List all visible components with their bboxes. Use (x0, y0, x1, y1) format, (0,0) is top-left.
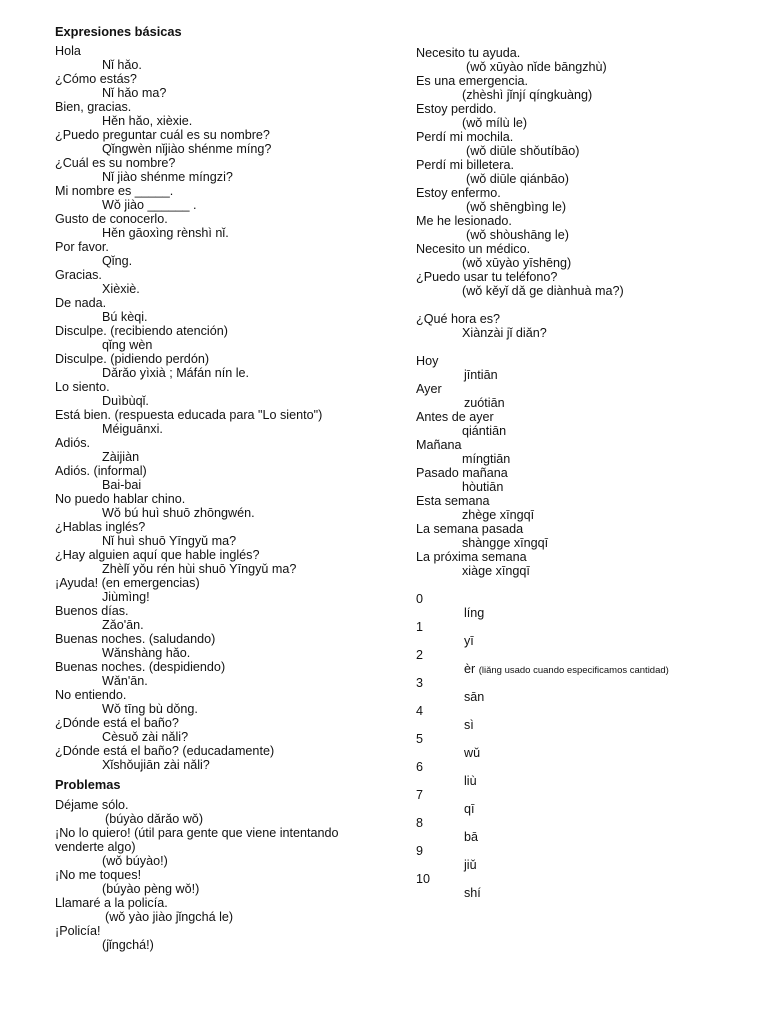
line-text: shàngge xīngqī (462, 536, 549, 550)
pinyin-translation (102, 422, 163, 436)
section-heading (55, 25, 182, 39)
spanish-phrase (416, 74, 528, 88)
pinyin-translation (102, 882, 199, 896)
line-text: Mi nombre es _____. (55, 184, 174, 198)
spanish-phrase (416, 816, 423, 830)
line-text: 9 (416, 844, 424, 858)
line-text: Nǐ hǎo. (102, 58, 142, 72)
line-text: hòutiān (462, 480, 504, 494)
line-text: Qǐngwèn nǐjiào shénme míng? (102, 142, 272, 156)
spanish-phrase (416, 158, 514, 172)
line-text: Adiós. (55, 436, 91, 450)
line-text: Hoy (416, 354, 439, 368)
line-text: Nǐ hǎo ma? (102, 86, 167, 100)
line-text: 5 (416, 732, 424, 746)
spanish-phrase (416, 438, 462, 452)
line-text: ¿Dónde está el baño? (55, 716, 179, 730)
pinyin-translation (462, 564, 530, 578)
line-text: sì (464, 718, 474, 732)
line-text: (jǐngchá!) (102, 938, 154, 952)
line-text: (wǒ búyào!) (102, 854, 168, 868)
line-text: Wǒ jiào ______ . (102, 198, 197, 212)
line-text: Cèsuǒ zài nǎli? (102, 730, 189, 744)
line-text: ¿Cuál es su nombre? (55, 156, 176, 170)
line-text: ¡No me toques! (55, 868, 142, 882)
spanish-phrase (416, 102, 497, 116)
line-text: Ayer (416, 382, 442, 396)
line-text: Necesito un médico. (416, 242, 531, 256)
line-text: 10 (416, 872, 431, 886)
spanish-phrase (55, 798, 129, 812)
line-text: ¿Cómo estás? (55, 72, 137, 86)
pinyin-translation (462, 116, 527, 130)
line-text: Nǐ jiào shénme míngzi? (102, 170, 233, 184)
spanish-phrase (55, 576, 200, 590)
line-text: Pasado mañana (416, 466, 508, 480)
line-text: Perdí mi billetera. (416, 158, 514, 172)
line-text: venderte algo) (55, 840, 136, 854)
spanish-phrase (55, 100, 131, 114)
pinyin-translation (102, 646, 190, 660)
pinyin-translation (466, 144, 579, 158)
line-text: sān (464, 690, 485, 704)
spanish-phrase (416, 312, 500, 326)
line-text: zuótiān (464, 396, 505, 410)
spanish-phrase (416, 522, 523, 536)
spanish-phrase (55, 296, 106, 310)
line-text: ¡Ayuda! (en emergencias) (55, 576, 200, 590)
line-text: 1 (416, 620, 424, 634)
pinyin-translation (102, 86, 166, 100)
pinyin-translation (102, 226, 229, 240)
pinyin-translation (464, 802, 475, 816)
pinyin-translation (466, 172, 569, 186)
pinyin-translation (102, 338, 152, 352)
line-text: ¡No lo quiero! (útil para gente que viene intentando (55, 826, 339, 840)
line-text: ¿Qué hora es? (416, 312, 501, 326)
spanish-phrase (55, 716, 179, 730)
spanish-phrase (55, 660, 225, 674)
pinyin-translation (102, 170, 233, 184)
line-text: Llamaré a la policía. (55, 896, 168, 910)
line-text: 2 (416, 648, 424, 662)
spanish-phrase (416, 214, 512, 228)
line-text: Buenos días. (55, 604, 129, 618)
spanish-phrase (55, 632, 215, 646)
line-text: Zàijiàn (102, 450, 140, 464)
line-text: Me he lesionado. (416, 214, 512, 228)
pinyin-translation (462, 256, 571, 270)
line-text: ¡Policía! (55, 924, 101, 938)
line-text: ¿Puedo preguntar cuál es su nombre? (55, 128, 270, 142)
spanish-phrase (416, 760, 423, 774)
line-text: Buenas noches. (despidiendo) (55, 660, 226, 674)
line-text: Es una emergencia. (416, 74, 529, 88)
section-heading (55, 778, 120, 792)
line-text: No entiendo. (55, 688, 127, 702)
spanish-phrase (55, 352, 209, 366)
pinyin-translation (462, 88, 592, 102)
line-text: Expresiones básicas (55, 24, 182, 39)
line-text: Xiànzài jǐ diǎn? (462, 326, 547, 340)
spanish-phrase (416, 354, 438, 368)
line-text: (wǒ xūyào nǐde bāngzhù) (466, 60, 607, 74)
line-text: ¿Puedo usar tu teléfono? (416, 270, 558, 284)
pinyin-translation (462, 508, 534, 522)
line-text: (wǒ shēngbìng le) (466, 200, 567, 214)
line-text: 8 (416, 816, 424, 830)
spanish-phrase (416, 410, 494, 424)
spanish-phrase (416, 592, 423, 606)
spanish-phrase (416, 242, 530, 256)
spanish-phrase (55, 464, 147, 478)
line-text: No puedo hablar chino. (55, 492, 186, 506)
pinyin-translation (102, 590, 150, 604)
spanish-phrase (55, 868, 141, 882)
line-text: La semana pasada (416, 522, 524, 536)
line-text: Zǎo'ān. (102, 618, 144, 632)
line-text: Méiguānxi. (102, 422, 163, 436)
spanish-phrase (55, 128, 270, 142)
line-text: Déjame sólo. (55, 798, 129, 812)
line-text: Disculpe. (pidiendo perdón) (55, 352, 210, 366)
spanish-phrase (416, 494, 490, 508)
pinyin-translation (102, 142, 271, 156)
line-text: Zhèlǐ yǒu rén hùi shuō Yīngyǔ ma? (102, 562, 297, 576)
pinyin-translation (464, 858, 477, 872)
line-text: Qǐng. (102, 254, 133, 268)
pinyin-translation (464, 662, 669, 678)
pinyin-translation (102, 254, 132, 268)
line-text: Nǐ huì shuō Yīngyǔ ma? (102, 534, 237, 548)
line-text: 0 (416, 592, 424, 606)
pinyin-translation (464, 634, 474, 648)
line-text: Duìbùqǐ. (102, 394, 149, 408)
spanish-phrase (416, 270, 557, 284)
pinyin-translation (102, 58, 142, 72)
line-text: Necesito tu ayuda. (416, 46, 521, 60)
pinyin-translation (464, 396, 505, 410)
pinyin-translation (462, 480, 503, 494)
pinyin-translation (464, 830, 478, 844)
line-text: (wǒ xūyào yīshēng) (462, 256, 572, 270)
line-text: Buenas noches. (saludando) (55, 632, 216, 646)
line-text: (wǒ yào jiào jǐngchá le) (105, 910, 234, 924)
line-text: Wǎnshàng hǎo. (102, 646, 191, 660)
line-text: jīntiān (464, 368, 498, 382)
line-text: Está bien. (respuesta educada para "Lo siento") (55, 408, 323, 422)
spanish-phrase (55, 380, 110, 394)
spanish-phrase (55, 212, 168, 226)
spanish-phrase (416, 46, 520, 60)
line-text: qǐng wèn (102, 338, 153, 352)
line-note: (liǎng usado cuando especificamos cantidad) (478, 665, 669, 676)
pinyin-translation (464, 886, 481, 900)
line-text: 4 (416, 704, 424, 718)
pinyin-translation (102, 702, 198, 716)
line-text: Bien, gracias. (55, 100, 132, 114)
line-text: Hola (55, 44, 81, 58)
pinyin-translation (462, 452, 510, 466)
line-text: (búyào dǎrǎo wǒ) (105, 812, 204, 826)
spanish-phrase (416, 648, 423, 662)
pinyin-translation (102, 310, 148, 324)
line-text: Dǎrǎo yìxià ; Máfán nín le. (102, 366, 249, 380)
line-text: Hěn hǎo, xièxie. (102, 114, 193, 128)
line-text: Adiós. (informal) (55, 464, 147, 478)
line-text: bā (464, 830, 479, 844)
line-text: wǔ (464, 746, 481, 760)
pinyin-translation (102, 618, 144, 632)
spanish-phrase (416, 466, 508, 480)
pinyin-translation (102, 450, 139, 464)
line-text: Xièxiè. (102, 282, 140, 296)
spanish-phrase (416, 732, 423, 746)
pinyin-translation (102, 198, 197, 212)
pinyin-translation (464, 368, 498, 382)
pinyin-translation (102, 938, 154, 952)
pinyin-translation (102, 394, 149, 408)
line-text: Bú kèqi. (102, 310, 148, 324)
line-text: (wǒ mílù le) (462, 116, 528, 130)
spanish-phrase (416, 186, 501, 200)
line-text: shí (464, 886, 481, 900)
pinyin-translation (464, 718, 474, 732)
line-text: Hěn gāoxìng rènshì nǐ. (102, 226, 229, 240)
spanish-phrase (55, 240, 109, 254)
line-text: (wǒ diūle shǒutíbāo) (466, 144, 580, 158)
spanish-phrase (55, 72, 137, 86)
spanish-phrase (416, 788, 423, 802)
line-text: ¿Hablas inglés? (55, 520, 146, 534)
spanish-phrase (55, 436, 90, 450)
pinyin-translation (464, 690, 484, 704)
line-text: zhège xīngqī (462, 508, 535, 522)
line-text: 6 (416, 760, 424, 774)
pinyin-translation (102, 730, 188, 744)
line-text: míngtiān (462, 452, 511, 466)
line-text: Estoy enfermo. (416, 186, 501, 200)
pinyin-translation (105, 812, 203, 826)
line-text: La próxima semana (416, 550, 527, 564)
spanish-phrase (416, 620, 423, 634)
pinyin-translation (102, 758, 210, 772)
spanish-phrase (55, 184, 173, 198)
spanish-phrase (55, 604, 129, 618)
line-text: (búyào pèng wǒ!) (102, 882, 200, 896)
line-text: jiǔ (464, 858, 477, 872)
spanish-phrase (55, 924, 101, 938)
line-text: (wǒ kěyǐ dǎ ge diànhuà ma?) (462, 284, 624, 298)
line-text: Esta semana (416, 494, 490, 508)
pinyin-translation (464, 774, 477, 788)
line-text: Gracias. (55, 268, 102, 282)
line-text: Xǐshǒujiān zài nǎli? (102, 758, 210, 772)
spanish-phrase (55, 156, 175, 170)
line-text: èr (464, 662, 476, 676)
line-text: Problemas (55, 777, 121, 792)
line-text: ¿Hay alguien aquí que hable inglés? (55, 548, 260, 562)
line-text: Mañana (416, 438, 462, 452)
line-text: Jiùmìng! (102, 590, 150, 604)
line-text: qī (464, 802, 475, 816)
pinyin-translation (102, 674, 148, 688)
line-text: yī (464, 634, 474, 648)
spanish-phrase (55, 408, 322, 422)
line-text: xiàge xīngqī (462, 564, 530, 578)
pinyin-translation (464, 746, 480, 760)
pinyin-translation (462, 284, 624, 298)
pinyin-translation (462, 536, 548, 550)
line-text: (zhèshì jǐnjí qíngkuàng) (462, 88, 593, 102)
spanish-phrase (416, 844, 423, 858)
line-text: Wǒ tīng bù dǒng. (102, 702, 198, 716)
line-text: liù (464, 774, 477, 788)
pinyin-translation (102, 282, 140, 296)
spanish-phrase (416, 676, 423, 690)
pinyin-translation (105, 910, 233, 924)
pinyin-translation (102, 854, 168, 868)
pinyin-translation (102, 478, 141, 492)
pinyin-translation (102, 506, 255, 520)
pinyin-translation (466, 200, 566, 214)
line-text: Bai-bai (102, 478, 142, 492)
spanish-phrase (55, 44, 81, 58)
pinyin-translation (466, 228, 569, 242)
line-text: Lo siento. (55, 380, 110, 394)
spanish-phrase (55, 492, 185, 506)
line-text: Perdí mi mochila. (416, 130, 514, 144)
pinyin-translation (462, 424, 506, 438)
line-text: Antes de ayer (416, 410, 494, 424)
spanish-phrase (55, 324, 228, 338)
pinyin-translation (462, 326, 547, 340)
spanish-phrase (55, 268, 102, 282)
spanish-phrase (416, 382, 442, 396)
line-text: Disculpe. (recibiendo atención) (55, 324, 228, 338)
line-text: 7 (416, 788, 424, 802)
spanish-phrase (416, 872, 430, 886)
line-text: 3 (416, 676, 424, 690)
line-text: (wǒ shòushāng le) (466, 228, 569, 242)
spanish-phrase (55, 896, 168, 910)
line-text: Por favor. (55, 240, 109, 254)
pinyin-translation (102, 534, 236, 548)
spanish-phrase (55, 548, 259, 562)
spanish-phrase (55, 520, 145, 534)
pinyin-translation (464, 606, 484, 620)
line-text: Estoy perdido. (416, 102, 497, 116)
line-text: ¿Dónde está el baño? (educadamente) (55, 744, 275, 758)
line-text: (wǒ diūle qiánbāo) (466, 172, 569, 186)
spanish-phrase (55, 826, 339, 840)
spanish-phrase (416, 704, 423, 718)
line-text: De nada. (55, 296, 107, 310)
spanish-phrase (416, 550, 527, 564)
line-text: Wǎn'ān. (102, 674, 148, 688)
spanish-phrase (55, 840, 136, 854)
pinyin-translation (102, 562, 296, 576)
line-text: Gusto de conocerlo. (55, 212, 168, 226)
line-text: qiántiān (462, 424, 507, 438)
spanish-phrase (55, 688, 126, 702)
line-text: líng (464, 606, 485, 620)
pinyin-translation (102, 366, 249, 380)
spanish-phrase (416, 130, 513, 144)
pinyin-translation (102, 114, 192, 128)
line-text: Wǒ bú huì shuō zhōngwén. (102, 506, 255, 520)
pinyin-translation (466, 60, 607, 74)
spanish-phrase (55, 744, 274, 758)
